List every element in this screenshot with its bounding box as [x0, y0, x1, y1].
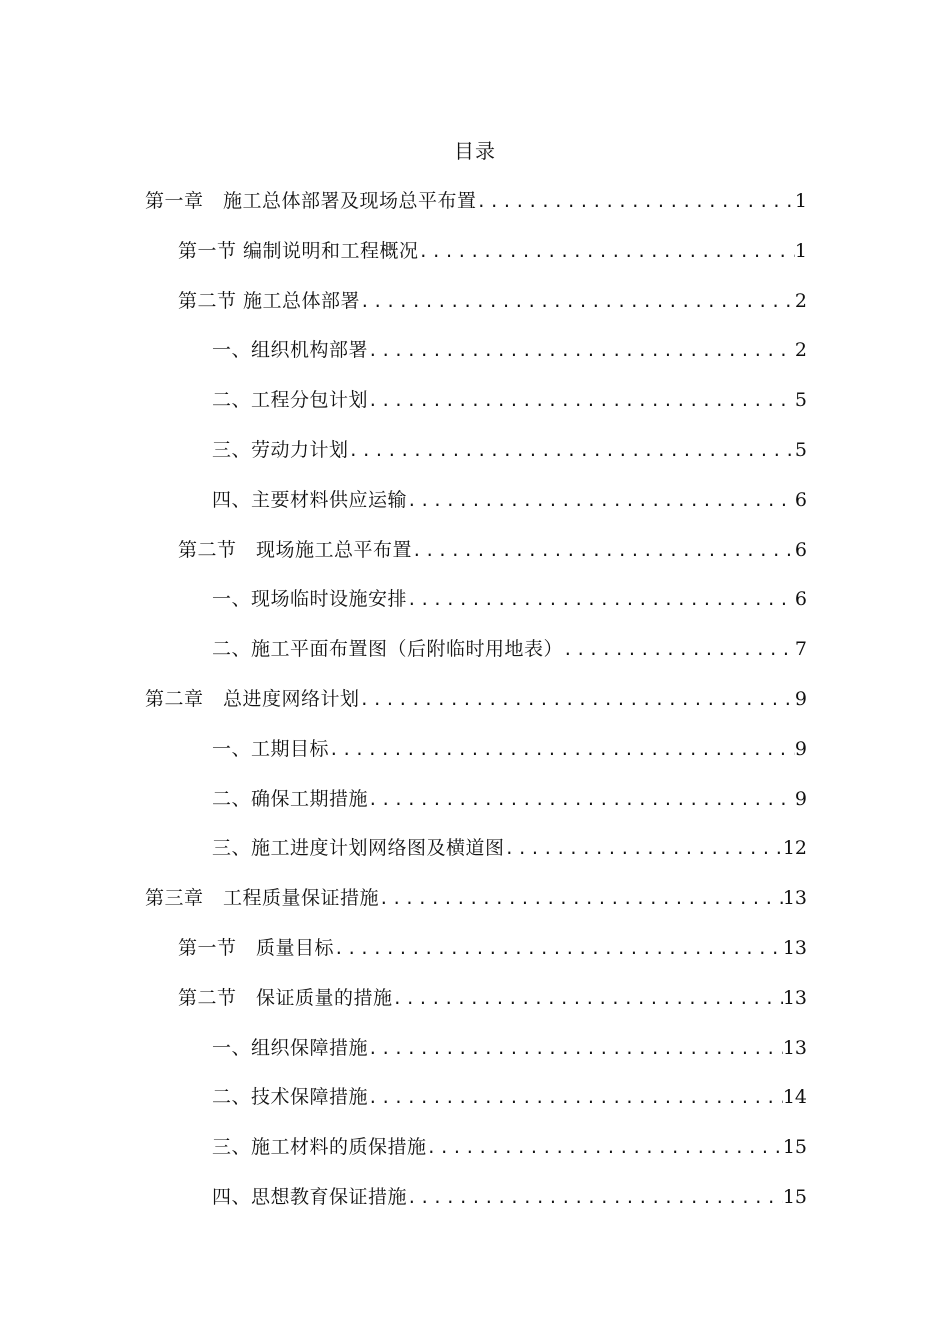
- toc-entry-text: 二、施工平面布置图（后附临时用地表）: [212, 638, 564, 661]
- toc-entry[interactable]: [0, 237, 950, 287]
- toc-entry-text: 三、劳动力计划: [212, 438, 349, 461]
- toc-entry[interactable]: [0, 1133, 950, 1183]
- toc-entry[interactable]: [0, 884, 950, 934]
- toc-page-number: 2: [794, 289, 807, 312]
- toc-entry-text: 第一节 编制说明和工程概况: [178, 239, 419, 262]
- toc-dot-leader: [349, 436, 795, 466]
- toc-entry-text: 三、施工进度计划网络图及横道图: [212, 837, 505, 860]
- toc-page-number: 6: [794, 488, 807, 511]
- toc-entry-text: 第二节 保证质量的措施: [178, 986, 393, 1009]
- toc-entry-text: 二、工程分包计划: [212, 389, 369, 412]
- toc-entry-text: 二、技术保障措施: [212, 1086, 369, 1109]
- toc-entry-text: 一、组织机构部署: [212, 339, 369, 362]
- toc-entry-text: 第三章 工程质量保证措施: [145, 887, 380, 910]
- toc-dot-leader: [368, 1034, 783, 1064]
- toc-entry[interactable]: [0, 685, 950, 735]
- toc-entry[interactable]: [0, 336, 950, 386]
- toc-page-number: 6: [794, 538, 807, 561]
- toc-page-number: 15: [782, 1136, 807, 1159]
- toc-entry[interactable]: [0, 187, 950, 237]
- toc-dot-leader: [477, 187, 795, 217]
- toc-entry-text: 一、现场临时设施安排: [212, 588, 408, 611]
- toc-page-number: 1: [794, 239, 807, 262]
- toc-entry-text: 第二章 总进度网络计划: [145, 687, 360, 710]
- toc-entry[interactable]: [0, 1183, 950, 1233]
- toc-list: [0, 187, 950, 1233]
- toc-entry[interactable]: [0, 735, 950, 785]
- toc-dot-leader: [412, 536, 795, 566]
- toc-page-number: 9: [794, 787, 807, 810]
- toc-dot-leader: [368, 1083, 783, 1113]
- toc-entry-text: 四、主要材料供应运输: [212, 488, 408, 511]
- toc-entry-text: 第二节 施工总体部署: [178, 289, 361, 312]
- toc-entry[interactable]: [0, 536, 950, 586]
- toc-dot-leader: [334, 934, 783, 964]
- toc-page-number: 13: [782, 936, 807, 959]
- toc-entry[interactable]: [0, 934, 950, 984]
- toc-entry-text: 四、思想教育保证措施: [212, 1185, 408, 1208]
- toc-entry[interactable]: [0, 834, 950, 884]
- toc-page-number: 1: [794, 190, 807, 212]
- toc-dot-leader: [407, 585, 795, 615]
- toc-dot-leader: [379, 884, 783, 914]
- toc-dot-leader: [360, 287, 795, 317]
- toc-page-number: 12: [782, 837, 807, 860]
- toc-dot-leader: [505, 834, 783, 864]
- toc-page-number: 5: [794, 438, 807, 461]
- toc-dot-leader: [393, 984, 783, 1014]
- toc-dot-leader: [419, 237, 795, 267]
- toc-page-number: 14: [782, 1086, 807, 1109]
- toc-entry-text: 一、工期目标: [212, 737, 330, 760]
- toc-entry[interactable]: [0, 287, 950, 337]
- toc-entry[interactable]: [0, 785, 950, 835]
- toc-entry[interactable]: [0, 585, 950, 635]
- toc-entry[interactable]: [0, 1083, 950, 1133]
- toc-entry[interactable]: [0, 436, 950, 486]
- toc-entry-text: 二、确保工期措施: [212, 787, 369, 810]
- toc-page-number: 6: [794, 588, 807, 611]
- toc-page-number: 2: [794, 339, 807, 362]
- toc-entry-text: 三、施工材料的质保措施: [212, 1136, 427, 1159]
- toc-page-number: 15: [782, 1185, 807, 1208]
- toc-dot-leader: [360, 685, 795, 715]
- toc-page-number: 9: [794, 687, 807, 710]
- toc-entry[interactable]: [0, 386, 950, 436]
- toc-dot-leader: [368, 785, 795, 815]
- toc-dot-leader: [563, 635, 795, 665]
- toc-title: 目录: [454, 139, 496, 163]
- toc-entry[interactable]: [0, 635, 950, 685]
- toc-page-number: 5: [794, 389, 807, 412]
- toc-page-number: 13: [782, 986, 807, 1009]
- toc-page-number: 13: [782, 887, 807, 910]
- toc-entry-text: 第一节 质量目标: [178, 936, 335, 959]
- toc-entry[interactable]: [0, 1034, 950, 1084]
- toc-entry[interactable]: [0, 984, 950, 1034]
- toc-page-number: 9: [794, 737, 807, 760]
- toc-dot-leader: [368, 386, 795, 416]
- toc-dot-leader: [329, 735, 795, 765]
- toc-dot-leader: [407, 486, 795, 516]
- toc-page-number: 13: [782, 1036, 807, 1059]
- toc-entry-text: 第一章 施工总体部署及现场总平布置: [145, 190, 477, 212]
- toc-entry-text: 一、组织保障措施: [212, 1036, 369, 1059]
- toc-dot-leader: [407, 1183, 783, 1213]
- toc-page-number: 7: [794, 638, 807, 661]
- toc-dot-leader: [427, 1133, 783, 1163]
- toc-entry-text: 第二节 现场施工总平布置: [178, 538, 413, 561]
- toc-dot-leader: [368, 336, 795, 366]
- toc-entry[interactable]: [0, 486, 950, 536]
